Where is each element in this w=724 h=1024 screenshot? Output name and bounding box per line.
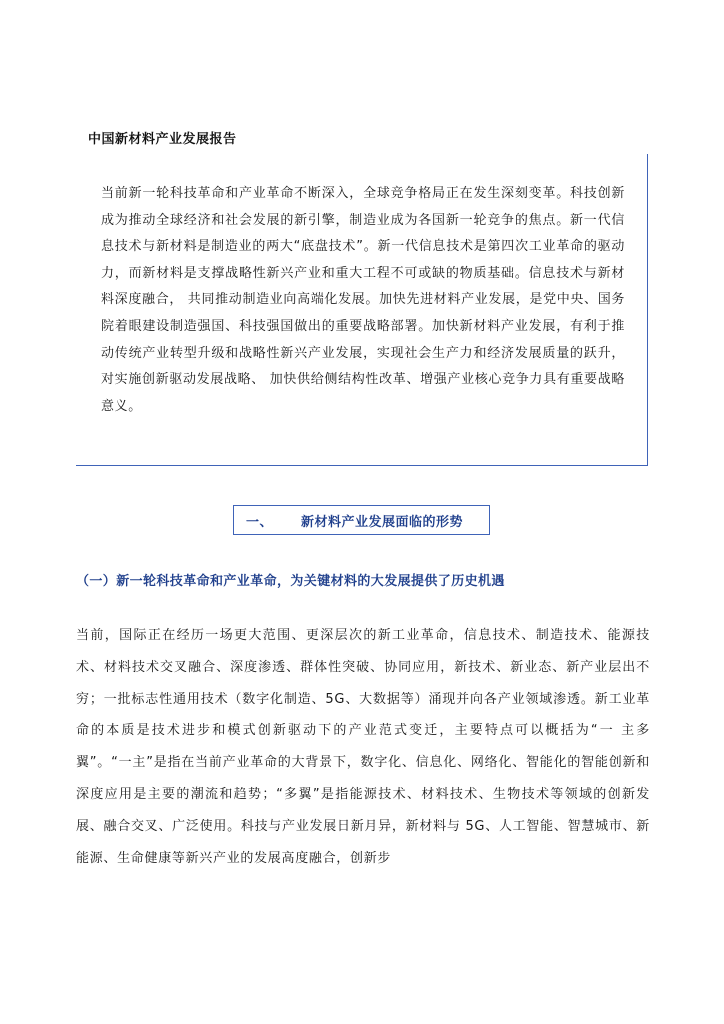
body-paragraph: 当前，国际正在经历一场更大范围、更深层次的新工业革命，信息技术、制造技术、能源技术、材料技术交叉融合、深度渗透、群体性突破、协同应用，新技术、新业态、新产业层出不穷；一批标志性通用技术（数字化制造、5G、大数据等）涌现并向各产业领域渗透。新工业革命的本质是技术进步和模式创新驱动下的产业范式变迁，主要特点可以概括为“一 主多翼”。“一主”是指在当前产业革命的大背景下，数字化、信息化、网络化、智能化的智能创新和深度应用是主要的潮流和趋势；“多翼”是指能源技术、材料技术、生物技术等领域的创新发展、融合交叉、广泛使用。科技与产业发展日新月异，新材料与 5G、人工智能、智慧城市、新能源、生命健康等新兴产业的发展高度融合，创新步 bbox=[76, 628, 650, 866]
section-number: 一、 bbox=[246, 514, 274, 530]
intro-paragraph: 当前新一轮科技革命和产业革命不断深入，全球竞争格局正在发生深刻变革。科技创新成为推动全球经济和社会发展的新引擎，制造业成为各国新一轮竞争的焦点。新一代信息技术与新材料是制造业的两大“底盘技术”。新一代信息技术是第四次工业革命的驱动力，而新材料是支撑战略性新兴产业和重大工程不可或缺的物质基础。信息技术与新材料深度融合， 共同推动制造业向高端化发展。加快先进材料产业发展，是党中央、国务院着眼建设制造强国、科技强国做出的重要战略部署。加快新材料产业发展，有利于推动传统产业转型升级和战略性新兴产业发展，实现社会生产力和经济发展质量的跃升，对实施创新驱动发展战略、 加快供给侧结构性改革、增强产业核心竞争力具有重要战略意义。 bbox=[101, 186, 625, 414]
subsection-heading: （一）新一轮科技革命和产业革命，为关键材料的大发展提供了历史机遇 bbox=[76, 574, 505, 589]
section-heading bbox=[233, 505, 490, 535]
section-title: 新材料产业发展面临的形势 bbox=[301, 514, 464, 530]
report-title: 中国新材料产业发展报告 bbox=[88, 132, 237, 147]
